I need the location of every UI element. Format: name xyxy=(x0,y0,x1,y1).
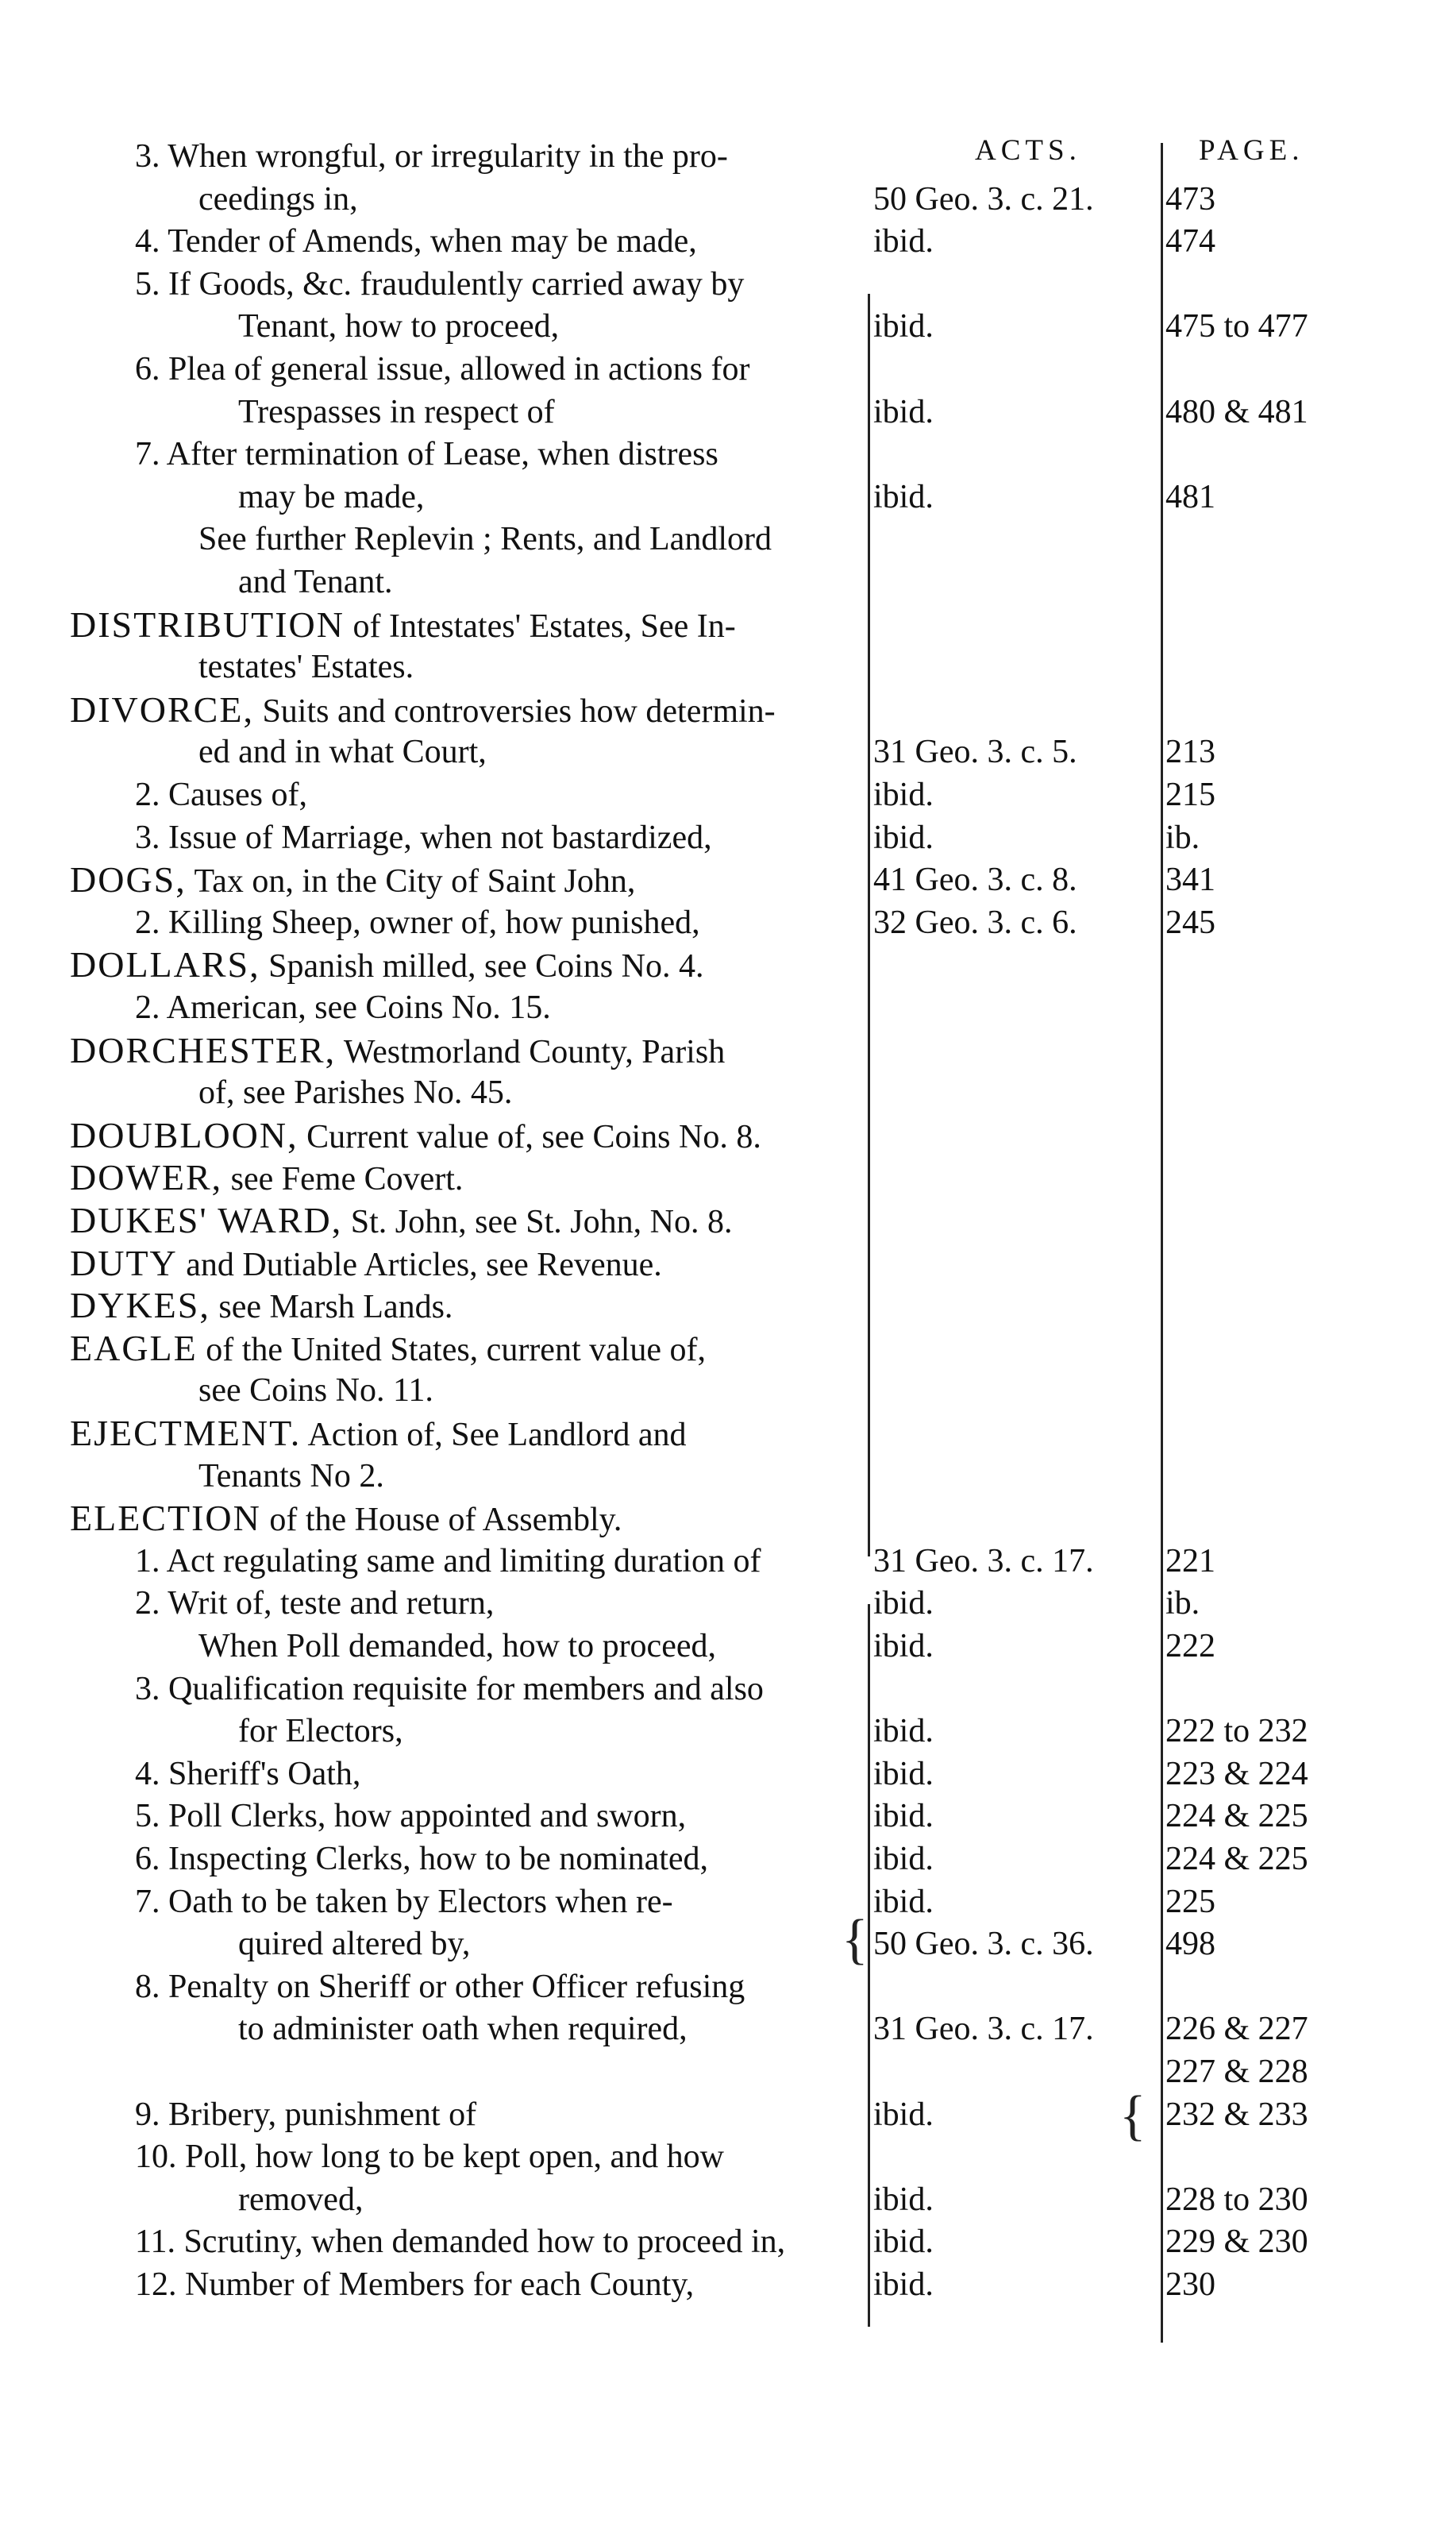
entry-heading: DOUBLOON, xyxy=(70,1114,299,1155)
index-row xyxy=(0,943,1456,986)
index-row xyxy=(0,1199,1456,1242)
entry-description: 2. American, see Coins No. 15. xyxy=(135,989,551,1026)
entry-text xyxy=(135,1880,673,1923)
act-reference: ibid. xyxy=(873,478,934,515)
entry-description: 7. Oath to be taken by Electors when re- xyxy=(135,1883,673,1920)
index-row xyxy=(0,1625,1456,1668)
act-reference: 31 Geo. 3. c. 5. xyxy=(873,734,1077,771)
entry-text xyxy=(70,943,703,988)
act-reference: ibid. xyxy=(873,1713,934,1750)
entry-heading: ELECTION xyxy=(70,1498,261,1539)
act-reference: 50 Geo. 3. c. 36. xyxy=(873,1926,1094,1963)
index-row xyxy=(0,476,1456,519)
entry-description: to administer oath when required, xyxy=(238,2011,688,2048)
page-reference: 481 xyxy=(1165,478,1215,515)
index-row xyxy=(0,1156,1456,1199)
entry-heading: DUKES' WARD, xyxy=(70,1200,343,1240)
entry-text xyxy=(135,986,551,1029)
act-reference: 32 Geo. 3. c. 6. xyxy=(873,904,1077,941)
index-row xyxy=(0,1369,1456,1412)
entry-text xyxy=(135,773,307,816)
entry-text xyxy=(238,1710,403,1753)
entry-text xyxy=(135,2220,785,2263)
entry-description: 8. Penalty on Sheriff or other Officer refusing xyxy=(135,1968,745,2005)
entry-heading: DORCHESTER, xyxy=(70,1029,337,1070)
entry-description: 3. Issue of Marriage, when not bastardized, xyxy=(135,819,712,856)
entry-heading: DOWER, xyxy=(70,1157,223,1198)
entry-description: 7. After termination of Lease, when distress xyxy=(135,436,718,473)
page-reference: 474 xyxy=(1165,223,1215,260)
entry-text xyxy=(70,688,776,733)
entry-text xyxy=(70,1156,463,1201)
entry-description: Spanish milled, see Coins No. 4. xyxy=(260,948,704,985)
entry-text xyxy=(238,2178,363,2221)
entry-text xyxy=(238,476,424,519)
index-row xyxy=(0,305,1456,348)
entry-description: Tax on, in the City of Saint John, xyxy=(186,863,636,901)
index-row xyxy=(0,604,1456,646)
page-reference: 221 xyxy=(1165,1542,1215,1579)
act-reference: 41 Geo. 3. c. 8. xyxy=(873,862,1077,899)
entry-text xyxy=(70,1412,687,1456)
act-reference: ibid. xyxy=(873,393,934,430)
column-header-acts: ACTS. xyxy=(975,134,1081,167)
index-row xyxy=(0,2050,1456,2093)
index-row xyxy=(0,2220,1456,2263)
column-header-page: PAGE. xyxy=(1199,134,1304,167)
act-reference: ibid. xyxy=(873,223,934,260)
entry-description: See further Replevin ; Rents, and Landlord xyxy=(198,521,772,558)
act-reference: ibid. xyxy=(873,1628,934,1664)
entry-text xyxy=(135,2093,476,2136)
entry-text xyxy=(70,604,736,648)
index-row xyxy=(0,178,1456,221)
index-row xyxy=(0,1965,1456,2008)
index-row xyxy=(0,561,1456,604)
entry-description: 5. Poll Clerks, how appointed and sworn, xyxy=(135,1798,687,1835)
index-row xyxy=(0,1582,1456,1625)
entry-description: 10. Poll, how long to be kept open, and how xyxy=(135,2139,724,2176)
entry-description: and Tenant. xyxy=(238,564,393,600)
index-row xyxy=(0,1114,1456,1157)
entry-text xyxy=(135,1668,764,1711)
entry-heading: DYKES, xyxy=(70,1285,210,1326)
act-reference: ibid. xyxy=(873,2266,934,2303)
entry-text xyxy=(198,518,772,561)
entry-description: 6. Plea of general issue, allowed in actions for xyxy=(135,351,750,388)
entry-text xyxy=(135,1838,708,1880)
page-reference: 224 & 225 xyxy=(1165,1798,1308,1835)
entry-description: of Intestates' Estates, See In- xyxy=(344,607,736,645)
entry-text xyxy=(135,220,697,263)
index-row xyxy=(0,986,1456,1029)
entry-description: see Feme Covert. xyxy=(222,1161,464,1198)
index-row xyxy=(0,901,1456,944)
page-reference: 225 xyxy=(1165,1883,1215,1920)
entry-heading: DUTY xyxy=(70,1242,178,1283)
index-row xyxy=(0,1327,1456,1370)
page-reference: 229 & 230 xyxy=(1165,2224,1308,2261)
entry-description: 9. Bribery, punishment of xyxy=(135,2096,477,2133)
entry-text xyxy=(238,1923,470,1965)
entry-description: of the House of Assembly. xyxy=(260,1502,622,1539)
entry-text xyxy=(198,731,487,773)
entry-description: removed, xyxy=(238,2181,364,2218)
page-reference: 473 xyxy=(1165,180,1215,218)
page-reference: ib. xyxy=(1165,1585,1200,1622)
entry-description: Suits and controversies how determin- xyxy=(253,692,776,730)
act-reference: ibid. xyxy=(873,1755,934,1792)
entry-text xyxy=(135,2263,694,2306)
page-reference: 245 xyxy=(1165,904,1215,941)
act-reference: ibid. xyxy=(873,1798,934,1835)
index-row xyxy=(0,1668,1456,1711)
entry-text xyxy=(135,816,712,859)
act-reference: 31 Geo. 3. c. 17. xyxy=(873,1542,1094,1579)
entry-heading: DISTRIBUTION xyxy=(70,604,345,645)
index-row xyxy=(0,135,1456,178)
entry-description: see Marsh Lands. xyxy=(210,1289,453,1326)
entry-description: Action of, See Landlord and xyxy=(301,1417,687,1453)
entry-text xyxy=(135,1965,745,2008)
index-row xyxy=(0,1923,1456,1965)
index-row xyxy=(0,1455,1456,1498)
entry-text xyxy=(135,433,718,476)
entry-text xyxy=(135,1582,494,1625)
entry-text xyxy=(198,1625,716,1668)
brace-bribery: { xyxy=(1119,2085,1146,2146)
entry-text xyxy=(70,858,635,903)
entry-description: Trespasses in respect of xyxy=(238,393,555,430)
index-row xyxy=(0,773,1456,816)
page-reference: 475 to 477 xyxy=(1165,308,1308,345)
index-row xyxy=(0,2135,1456,2178)
act-reference: ibid. xyxy=(873,1841,934,1877)
index-row xyxy=(0,1071,1456,1114)
index-row xyxy=(0,391,1456,434)
entry-description: 1. Act regulating same and limiting duration of xyxy=(135,1542,761,1579)
entry-description: quired altered by, xyxy=(238,1926,471,1963)
index-row xyxy=(0,1284,1456,1327)
page-reference: 215 xyxy=(1165,777,1215,813)
act-reference: ibid. xyxy=(873,308,934,345)
entry-text xyxy=(198,178,358,221)
entry-description: 6. Inspecting Clerks, how to be nominated, xyxy=(135,1841,709,1877)
index-row xyxy=(0,858,1456,901)
entry-description: 4. Tender of Amends, when may be made, xyxy=(135,223,697,260)
act-reference: 50 Geo. 3. c. 21. xyxy=(873,180,1094,218)
act-reference: ibid. xyxy=(873,2181,934,2218)
entry-text xyxy=(70,1114,761,1159)
page-reference: 227 & 228 xyxy=(1165,2054,1308,2090)
page-reference: ib. xyxy=(1165,819,1200,856)
entry-description: testates' Estates. xyxy=(198,649,414,686)
page-reference: 498 xyxy=(1165,1926,1215,1963)
entry-text xyxy=(70,1199,732,1244)
index-row xyxy=(0,731,1456,773)
index-row xyxy=(0,518,1456,561)
index-row xyxy=(0,1710,1456,1753)
entry-description: 2. Writ of, teste and return, xyxy=(135,1585,495,1622)
entry-heading: DOGS, xyxy=(70,859,187,901)
entry-text xyxy=(135,2135,724,2178)
entry-text xyxy=(135,1540,761,1583)
page-reference: 226 & 227 xyxy=(1165,2011,1308,2048)
entry-heading: DOLLARS, xyxy=(70,944,260,985)
index-row xyxy=(0,1540,1456,1583)
entry-text xyxy=(198,646,414,688)
entry-description: 12. Number of Members for each County, xyxy=(135,2266,695,2303)
index-row xyxy=(0,2008,1456,2050)
page-reference: 341 xyxy=(1165,862,1215,899)
entry-description: 3. Qualification requisite for members and also xyxy=(135,1670,764,1707)
entry-description: ceedings in, xyxy=(198,180,358,218)
index-row xyxy=(0,348,1456,391)
index-row xyxy=(0,1497,1456,1540)
entry-description: 3. When wrongful, or irregularity in the pro- xyxy=(135,138,728,175)
page-reference: 232 & 233 xyxy=(1165,2096,1308,2133)
entry-text xyxy=(238,391,555,434)
entry-text xyxy=(198,1071,512,1114)
page-reference: 222 to 232 xyxy=(1165,1713,1308,1750)
entry-text xyxy=(198,1369,433,1412)
page-reference: 230 xyxy=(1165,2266,1215,2303)
entry-heading: DIVORCE, xyxy=(70,688,254,730)
page-reference: 224 & 225 xyxy=(1165,1841,1308,1877)
entry-description: When Poll demanded, how to proceed, xyxy=(198,1628,716,1664)
entry-text xyxy=(135,1795,686,1838)
brace-oath-electors: { xyxy=(842,1909,869,1970)
entry-description: may be made, xyxy=(238,478,425,515)
page-reference: 222 xyxy=(1165,1628,1215,1664)
index-row xyxy=(0,433,1456,476)
entry-description: Tenants No 2. xyxy=(198,1457,384,1495)
entry-description: 5. If Goods, &c. fraudulently carried away by xyxy=(135,265,745,303)
entry-text xyxy=(135,135,728,178)
index-row xyxy=(0,1029,1456,1072)
entry-text xyxy=(135,1753,360,1795)
entry-text xyxy=(70,1242,662,1286)
entry-text xyxy=(238,305,559,348)
entry-description: see Coins No. 11. xyxy=(198,1372,433,1410)
page-reference: 213 xyxy=(1165,734,1215,771)
entry-description: 2. Killing Sheep, owner of, how punished, xyxy=(135,904,700,941)
index-row xyxy=(0,2093,1456,2136)
act-reference: 31 Geo. 3. c. 17. xyxy=(873,2011,1094,2048)
entry-description: for Electors, xyxy=(238,1713,403,1750)
entry-description: of the United States, current value of, xyxy=(197,1331,707,1368)
index-row xyxy=(0,1795,1456,1838)
entry-text xyxy=(135,263,744,306)
entry-text xyxy=(70,1029,725,1074)
act-reference: ibid. xyxy=(873,1585,934,1622)
index-row xyxy=(0,688,1456,731)
index-row xyxy=(0,1753,1456,1795)
entry-text xyxy=(70,1284,453,1329)
entry-description: 11. Scrutiny, when demanded how to proceed in, xyxy=(135,2224,786,2261)
entry-text xyxy=(135,348,749,391)
index-row xyxy=(0,1880,1456,1923)
index-row xyxy=(0,220,1456,263)
index-row xyxy=(0,1838,1456,1880)
entry-heading: EAGLE xyxy=(70,1327,198,1368)
index-row xyxy=(0,1242,1456,1285)
entry-description: Current value of, see Coins No. 8. xyxy=(298,1118,761,1155)
act-reference: ibid. xyxy=(873,2224,934,2261)
index-row xyxy=(0,646,1456,688)
index-row xyxy=(0,816,1456,859)
entry-text xyxy=(70,1327,706,1371)
entry-description: 4. Sheriff's Oath, xyxy=(135,1755,361,1792)
act-reference: ibid. xyxy=(873,777,934,813)
entry-text xyxy=(135,901,700,944)
entry-description: Westmorland County, Parish xyxy=(336,1033,726,1070)
entry-description: St. John, see St. John, No. 8. xyxy=(342,1204,733,1240)
index-row xyxy=(0,263,1456,306)
entry-heading: EJECTMENT. xyxy=(70,1413,302,1453)
index-row xyxy=(0,1412,1456,1455)
page-reference: 480 & 481 xyxy=(1165,393,1308,430)
entry-text xyxy=(70,1497,622,1541)
entry-text xyxy=(198,1455,384,1498)
entry-description: ed and in what Court, xyxy=(198,734,487,771)
entry-text xyxy=(238,2008,688,2050)
entry-description: of, see Parishes No. 45. xyxy=(198,1074,513,1112)
entry-description: Tenant, how to proceed, xyxy=(238,308,560,345)
page-reference: 228 to 230 xyxy=(1165,2181,1308,2218)
act-reference: ibid. xyxy=(873,1883,934,1920)
index-row xyxy=(0,2178,1456,2221)
index-row xyxy=(0,2263,1456,2306)
act-reference: ibid. xyxy=(873,2096,934,2133)
entry-text xyxy=(238,561,393,604)
page-reference: 223 & 224 xyxy=(1165,1755,1308,1792)
act-reference: ibid. xyxy=(873,819,934,856)
entry-description: and Dutiable Articles, see Revenue. xyxy=(177,1246,662,1283)
entry-description: 2. Causes of, xyxy=(135,777,307,813)
